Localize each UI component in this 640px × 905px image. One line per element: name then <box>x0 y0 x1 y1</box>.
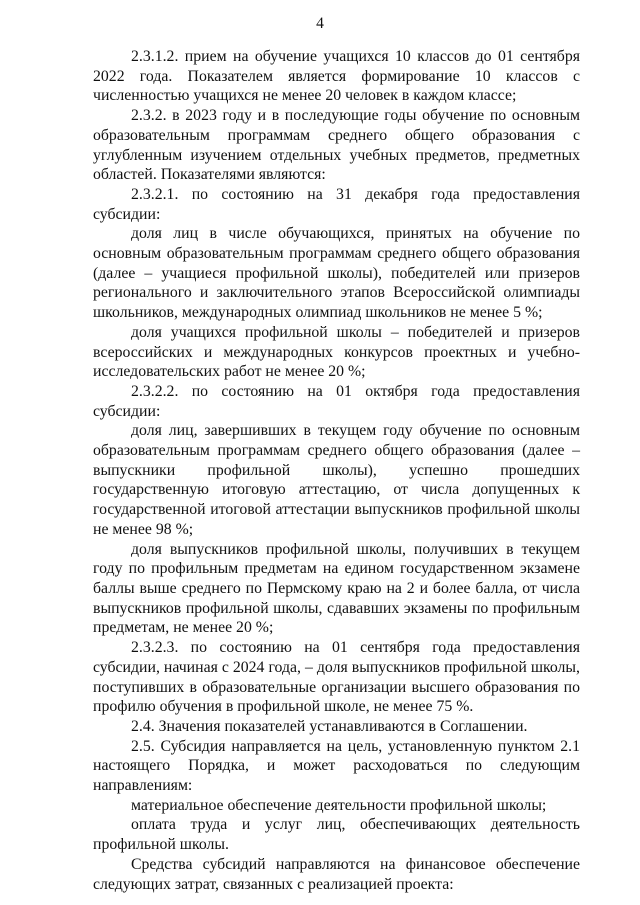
funding-expenses-intro: Средства субсидий направляются на финансовое обеспечение следующих затрат, связанных с реализацией проекта: <box>93 855 580 893</box>
clause-2-5: 2.5. Субсидия направляется на цель, установленную пунктом 2.1 настоящего Порядка, и может расходоваться по следующим направлениям: <box>93 737 580 795</box>
indicator-exam-scores: доля выпускников профильной школы, получивших в текущем году по профильным предметам на едином государственном экзамене баллы выше среднего по Пермскому краю на 2 и более балла, от числа выпускников профильной школы, сдававших экзамены по профильным предметам, не менее 20 %; <box>93 540 580 637</box>
indicator-olympiad-winners: доля лиц в числе обучающихся, принятых на обучение по основным образовательным программам среднего общего образования (далее – учащиеся профильной школы), победителей или призеров регионального и заключительного этапов Всероссийской олимпиады школьников, международных олимпиад школьников не менее 5 %; <box>93 225 580 322</box>
clause-2-3-1-2: 2.3.1.2. прием на обучение учащихся 10 классов до 01 сентября 2022 года. Показателем является формирование 10 классов с численностью учащихся не менее 20 человек в каждом классе; <box>93 48 580 105</box>
clause-2-4: 2.4. Значения показателей устанавливаются в Соглашении. <box>131 717 528 735</box>
document-body <box>93 47 580 894</box>
clause-2-3-2-2: 2.3.2.2. по состоянию на 01 октября года предоставления субсидии: <box>93 382 580 420</box>
page-number: 4 <box>316 15 324 32</box>
indicator-final-attestation: доля лиц, завершивших в текущем году обучение по основным образовательным программам среднего общего образования (далее – выпускники профильной школы), успешно прошедших государственную итоговую аттестацию, от числа допущенных к государственной итоговой аттестации выпускников профильной школы не менее 98 %; <box>93 422 580 538</box>
direction-labor-payment: оплата труда и услуг лиц, обеспечивающих деятельность профильной школы. <box>93 816 580 854</box>
clause-2-3-2-1: 2.3.2.1. по состоянию на 31 декабря года предоставления субсидии: <box>93 185 580 223</box>
clause-2-3-2-3: 2.3.2.3. по состоянию на 01 сентября года предоставления субсидии, начиная с 2024 года, – доля выпускников профильной школы, поступивших в образовательные организации высшего образования по профилю обучения в профильной школе, не менее 75 %. <box>93 639 580 716</box>
clause-2-3-2: 2.3.2. в 2023 году и в последующие годы обучение по основным образовательным программам среднего общего образования с углубленным изучением отдельных учебных предметов, предметных областей. Показателями являются: <box>93 107 580 184</box>
direction-material-support: материальное обеспечение деятельности профильной школы; <box>131 796 547 814</box>
indicator-contest-winners: доля учащихся профильной школы – победителей и призеров всероссийских и международных конкурсов проектных и учебно-исследовательских работ не менее 20 %; <box>93 323 580 381</box>
